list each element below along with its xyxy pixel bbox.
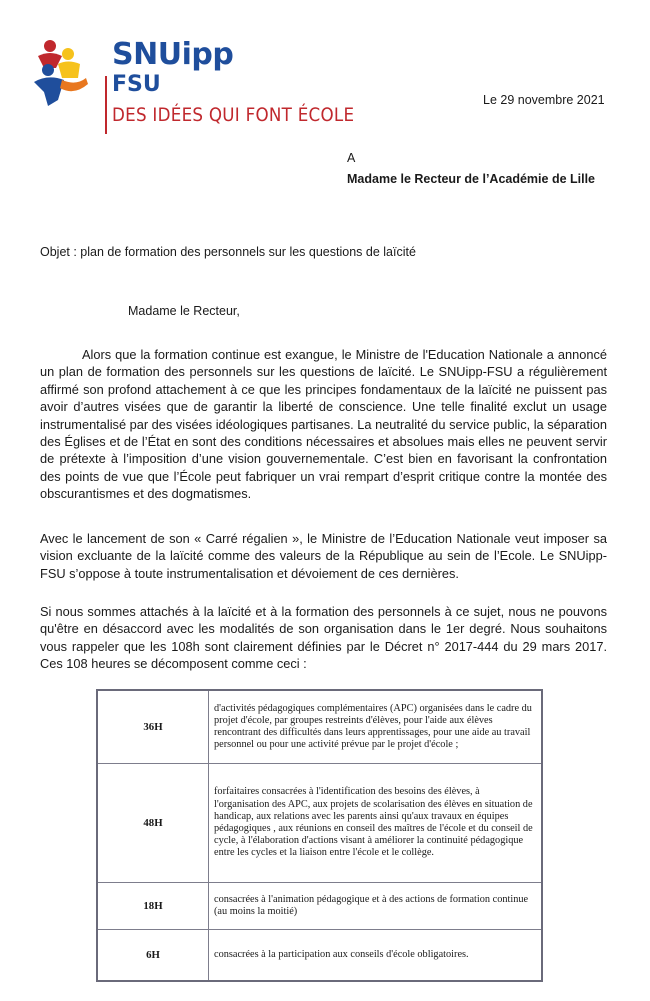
body-paragraph-2: Avec le lancement de son « Carré régalien », le Ministre de l’Education Nationale veut imposer sa vision excluante de la laïcité comme des valeurs de la République au sein de l’Ecole. Le SNUipp-FSU s’oppose à toute instrumentalisation et dévoiement de ces dernières. — [40, 531, 607, 581]
description-cell: consacrées à la participation aux conseils d'école obligatoires. — [209, 930, 543, 982]
hours-breakdown-table — [96, 689, 543, 982]
snuipp-fsu-logo — [28, 34, 355, 134]
recipient-name: Madame le Recteur de l’Académie de Lille — [347, 172, 596, 186]
logo-fsu: FSU — [112, 72, 161, 97]
table-row — [97, 690, 542, 764]
recipient-prefix: A — [347, 151, 356, 165]
logo-tagline: DES IDÉES QUI FONT ÉCOLE — [112, 104, 355, 126]
description-cell: d'activités pédagogiques complémentaires (APC) organisées dans le cadre du projet d'école, par groupes restreints d'élèves, pour l'aide aux élèves rencontrant des difficultés dans leurs apprentissages, pour une aide au travail personnel ou pour une activité prévue par le projet d'école ; — [209, 690, 543, 764]
hours-cell: 36H — [97, 690, 209, 764]
logo-snuipp: SNUipp — [112, 37, 234, 72]
hours-cell: 6H — [97, 930, 209, 982]
table-row — [97, 883, 542, 930]
body-paragraph-1: Alors que la formation continue est exangue, le Ministre de l'Education Nationale a annoncé un plan de formation des personnels sur les questions de laïcité. Le SNUipp-FSU a régulièrement affirmé son profond attachement à ce que les principes fondamentaux de la laïcité ne puissent pas avoir d’autres visées que de garantir la liberté de conscience. Une telle finalité exclut un usage instrumentalisé par des visées idéologiques partisanes. La neutralité du service public, la séparation des Églises et de l’État en sont des conditions nécessaires et absolues mais elles ne peuvent servir de prétexte à l’imposition d’une vision gouvernementale. C’est bien en favorisant la confrontation des points de vue que l’École peut fabriquer un vrai rempart d’esprit critique contre la montée des obscurantismes et des dogmatismes. — [40, 347, 607, 502]
hours-cell: 18H — [97, 883, 209, 930]
logo-divider — [105, 76, 107, 134]
table-row — [97, 764, 542, 883]
salutation: Madame le Recteur, — [128, 304, 240, 318]
table-row — [97, 930, 542, 982]
description-cell: forfaitaires consacrées à l'identification des besoins des élèves, à l'organisation des APC, aux projets de scolarisation des élèves en situation de handicap, aux relations avec les parents ainsi qu'aux travaux en équipes pédagogiques , aux réunions en conseil des maîtres de l'école et du conseil de cycle, à l'élaboration d'actions visant à améliorer la continuité pédagogique entre les cycles et la liaison entre l'école et le collège. — [209, 764, 543, 883]
hours-cell: 48H — [97, 764, 209, 883]
children-figure-icon — [28, 34, 108, 114]
description-cell: consacrées à l'animation pédagogique et à des actions de formation continue (au moins la moitié) — [209, 883, 543, 930]
letter-subject: Objet : plan de formation des personnels sur les questions de laïcité — [40, 245, 416, 259]
letter-date: Le 29 novembre 2021 — [483, 93, 605, 107]
body-paragraph-3: Si nous sommes attachés à la laïcité et à la formation des personnels à ce sujet, nous ne pouvons qu'être en désaccord avec les modalités de son organisation dans le 1er degré. Nous souhaitons vous rappeler que les 108h sont clairement définies par le Décret n° 2017-444 du 29 mars 2017. Ces 108 heures se décomposent comme ceci : — [40, 604, 607, 672]
